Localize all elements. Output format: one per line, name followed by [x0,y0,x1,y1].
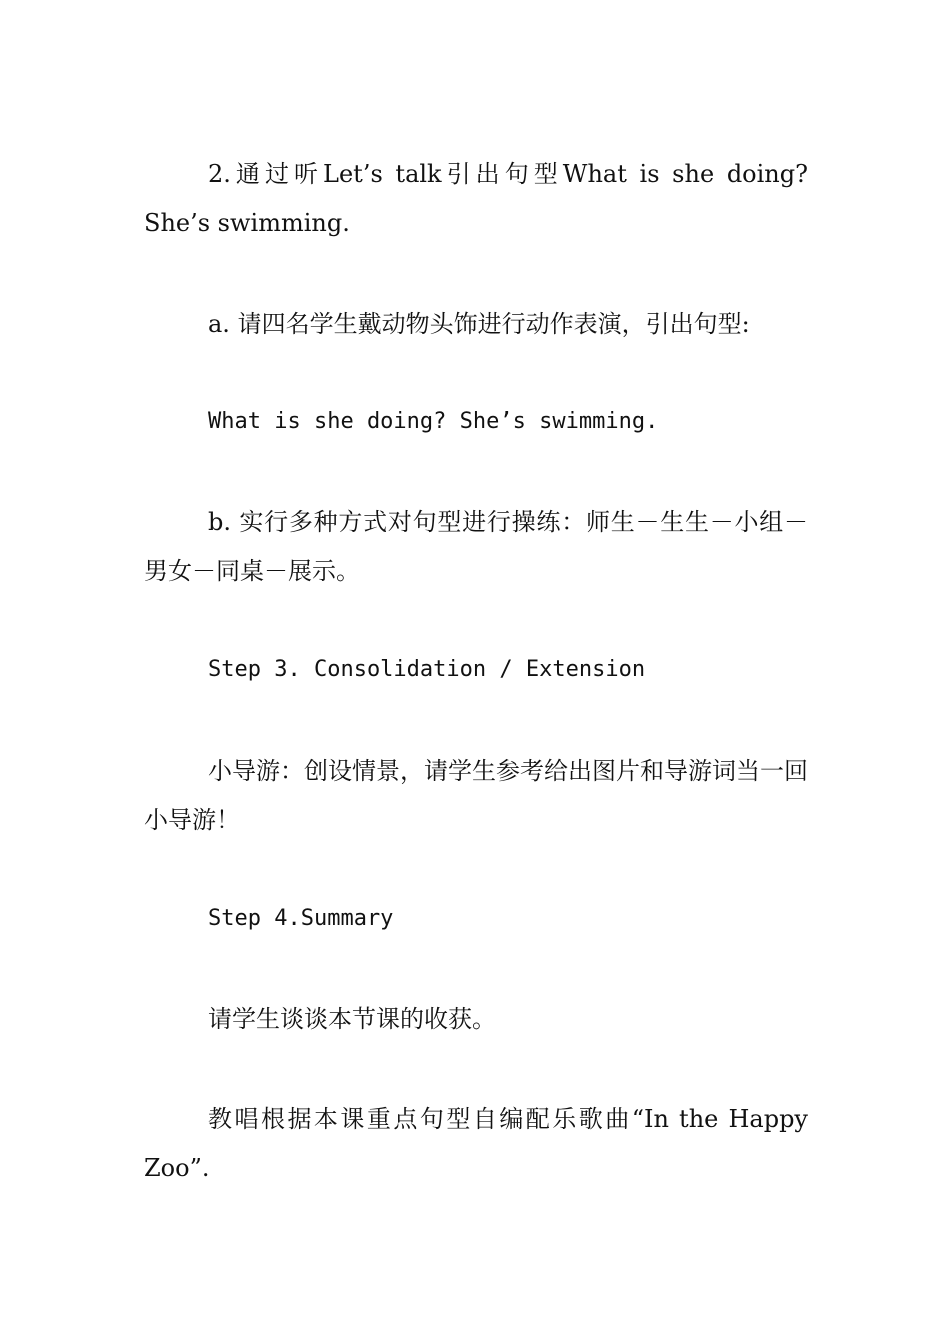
paragraph-step-a: a. 请四名学生戴动物头饰进行动作表演，引出句型: [208,310,750,338]
paragraph-little-guide: 小导游：创设情景，请学生参考给出图片和导游词当一回小导游！ [144,757,808,834]
paragraph-sentence-pattern: What is she doing? She’s swimming. [208,409,659,434]
paragraph-step-b: b. 实行多种方式对句型进行操练：师生－生生－小组－男女－同桌－展示。 [144,508,808,585]
heading-step-4: Step 4.Summary [208,906,394,931]
heading-step-3: Step 3. Consolidation / Extension [208,657,646,682]
paragraph-song: 教唱根据本课重点句型自编配乐歌曲“In the Happy Zoo”. [144,1105,808,1182]
paragraph-listen-talk: 2.通过听Let’s talk引出句型What is she doing? She’s swimming. [144,160,808,237]
paragraph-summary: 请学生谈谈本节课的收获。 [208,1005,496,1033]
